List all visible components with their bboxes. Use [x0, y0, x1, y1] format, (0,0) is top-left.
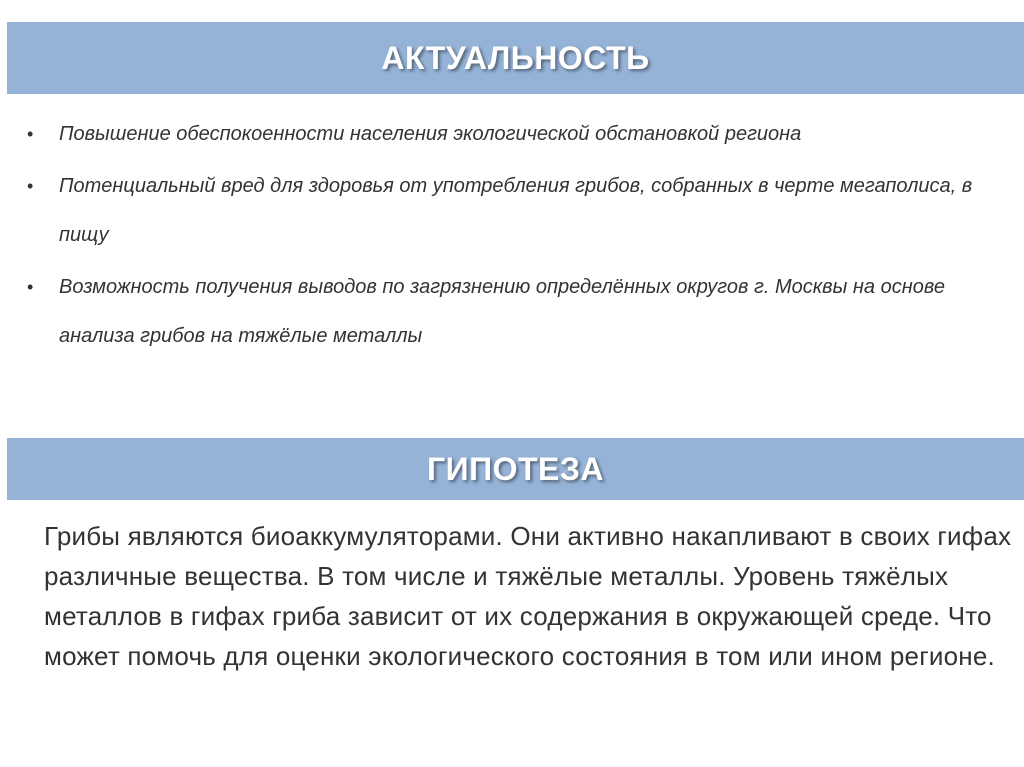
bullet-marker: •: [27, 176, 34, 196]
list-item: [0, 162, 1024, 260]
relevance-bullet-list: [0, 110, 1024, 364]
section-title-relevance: АКТУАЛЬНОСТЬ: [381, 39, 650, 76]
list-item: [0, 110, 1024, 159]
bullet-text: Повышение обеспокоенности населения экологической обстановкой региона: [59, 123, 802, 145]
section-banner-relevance: [7, 22, 1024, 94]
list-item: [0, 263, 1024, 361]
section-title-hypothesis: ГИПОТЕЗА: [426, 450, 605, 487]
bullet-text: Потенциальный вред для здоровья от употребления грибов, собранных в черте мегаполиса, в пищу: [59, 175, 973, 246]
bullet-marker: •: [27, 124, 34, 144]
bullet-marker: •: [27, 277, 34, 297]
section-banner-hypothesis: [7, 438, 1024, 500]
hypothesis-paragraph: Грибы являются биоаккумуляторами. Они активно накапливают в своих гифах различные вещества. В том числе и тяжёлые металлы. Уровень тяжёлых металлов в гифах гриба зависит от их содержания в окружающей среде. Что может помочь для оценки экологического состояния в том или ином регионе.: [44, 521, 1012, 671]
bullet-text: Возможность получения выводов по загрязнению определённых округов г. Москвы на основе анализа грибов на тяжёлые металлы: [59, 276, 945, 347]
